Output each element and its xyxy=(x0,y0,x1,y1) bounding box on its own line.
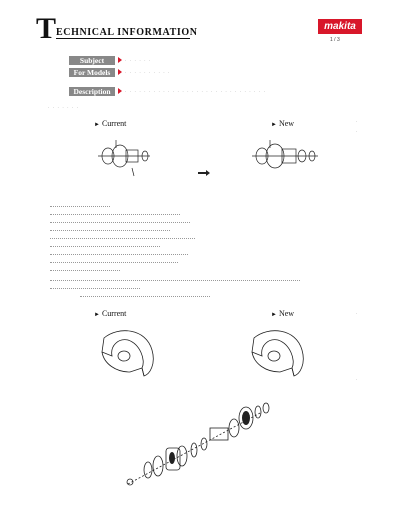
makita-logo: makita xyxy=(318,19,362,34)
description-faint-text: . . . . . . . . . . . . . . . . . . . . . . . . . . . . . . xyxy=(125,88,266,94)
arrow-right-icon: ► xyxy=(94,312,100,318)
page-number: 1 / 3 xyxy=(330,37,340,43)
margin-mark: . xyxy=(356,310,359,316)
title-initial: T xyxy=(36,12,57,45)
margin-mark: . xyxy=(356,376,359,382)
figure2-current-label: ► Current xyxy=(94,309,127,318)
models-faint-text: . . . . . . . . . . xyxy=(125,69,171,75)
models-tag: For Models xyxy=(69,68,115,77)
intro-faint-text: . . . . . . . xyxy=(48,104,80,110)
subject-faint-text: . . . . . . xyxy=(125,57,152,63)
margin-mark: . xyxy=(356,128,359,134)
description-tag: Description xyxy=(69,87,115,96)
figure1-current-label: ► Current xyxy=(94,119,127,128)
margin-mark: . xyxy=(356,118,359,124)
arrow-right-icon: ► xyxy=(271,122,277,128)
subject-tag: Subject xyxy=(69,56,115,65)
arrow-right-icon: ► xyxy=(94,122,100,128)
figure1-new-label: ► New xyxy=(271,119,295,128)
figure2-new-label: ► New xyxy=(271,309,295,318)
arrow-right-icon: ► xyxy=(271,312,277,318)
page-title: ECHNICAL INFORMATION xyxy=(56,27,198,38)
